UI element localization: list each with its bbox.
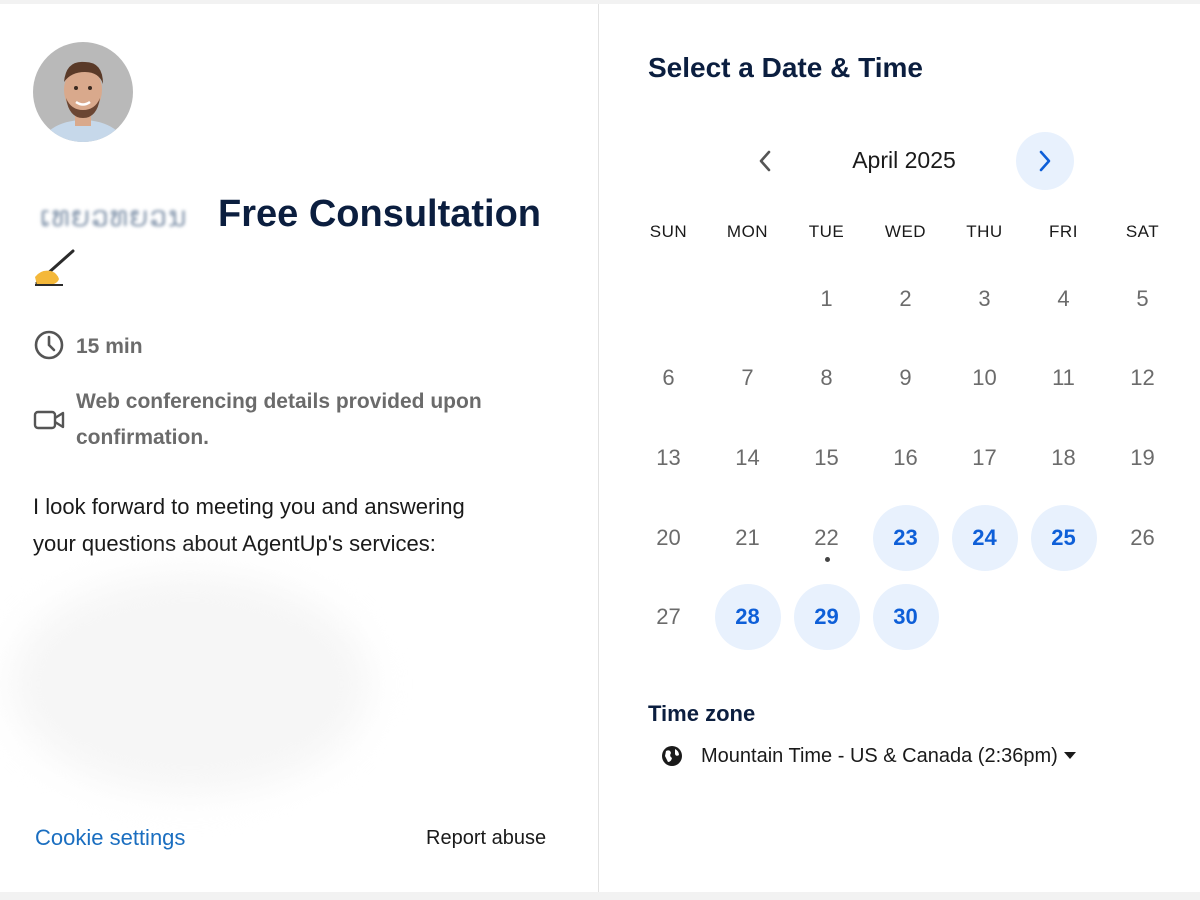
day-number: 8 [820,365,833,391]
calendar-cell [1103,418,1182,498]
event-info-panel [0,4,599,892]
event-title: Free Consultation [218,193,542,235]
day-14 [715,425,781,491]
calendar-cell [629,339,708,419]
calendar-cell [866,498,945,578]
calendar-cell [1024,339,1103,419]
month-label: April 2025 [852,147,956,173]
day-number: 15 [814,444,839,470]
report-abuse-link[interactable]: Report abuse [426,827,547,849]
day-number: 13 [656,444,681,470]
description-line1: I look forward to meeting you and answering [33,494,465,519]
month-navigation [749,132,1079,192]
video-camera-icon [33,404,65,436]
weekday-header: FRI [1049,222,1078,241]
day-number: 11 [1052,365,1075,391]
day-number: 22 [814,524,839,550]
day-number: 9 [899,365,912,391]
calendar-cell [866,339,945,419]
day-7 [715,345,781,411]
weekday-header: MON [726,222,769,241]
day-9 [873,345,939,411]
day-26 [1110,505,1176,571]
day-number: 21 [735,524,760,550]
calendar-cell [708,418,787,498]
location-text-line1: Web conferencing details provided upon [76,390,482,413]
caret-down-icon [1064,752,1076,760]
calendar-cell [629,418,708,498]
day-number: 25 [1051,524,1076,550]
blurred-content [10,574,370,794]
day-4 [1031,266,1097,332]
day-number: 10 [972,365,997,391]
calendar-cell [708,498,787,578]
day-17 [952,425,1018,491]
timezone-value: Mountain Time - US & Canada (2:36pm) [701,744,1058,767]
day-20 [636,505,702,571]
calendar-cell [708,339,787,419]
calendar-cell [866,259,945,339]
day-11 [1031,345,1097,411]
today-indicator [825,557,830,562]
day-number: 16 [893,444,918,470]
weekday-header: SAT [1125,222,1160,241]
owner-name-blurred: ເທຍວທຍວນ [40,201,188,232]
day-21 [715,505,781,571]
day-8 [794,345,860,411]
available-day-30[interactable] [873,584,939,650]
day-1 [794,266,860,332]
calendar-cell [1024,418,1103,498]
day-3 [952,266,1018,332]
day-number: 6 [662,365,675,391]
next-month-button[interactable] [1016,132,1074,190]
day-18 [1031,425,1097,491]
available-day-29[interactable] [794,584,860,650]
calendar-cell [866,577,945,657]
day-number: 7 [741,365,754,391]
calendar-cell [1103,259,1182,339]
day-number: 28 [735,604,760,630]
previous-month-button[interactable] [736,132,794,190]
day-number: 1 [820,285,833,311]
day-number: 18 [1051,444,1076,470]
day-15 [794,425,860,491]
calendar-cell [945,498,1024,578]
empty-cell [629,259,708,339]
calendar-cell [787,339,866,419]
calendar-cell [866,418,945,498]
booking-card [0,4,1200,892]
day-16 [873,425,939,491]
day-12 [1110,345,1176,411]
day-13 [636,425,702,491]
duration-row [33,329,143,365]
event-description [33,488,533,562]
available-day-24[interactable] [952,505,1018,571]
empty-cell [708,259,787,339]
day-number: 14 [735,444,760,470]
calendar-cell [945,259,1024,339]
calendar-cell [787,577,866,657]
day-number: 3 [978,285,991,311]
day-number: 29 [814,604,839,630]
day-number: 17 [972,444,997,470]
avatar [33,42,133,142]
calendar-cell [945,339,1024,419]
calendar-cell [1103,339,1182,419]
day-27 [636,584,702,650]
calendar-cell [945,418,1024,498]
day-number: 5 [1136,285,1149,311]
cookie-settings-link[interactable]: Cookie settings [35,825,186,850]
day-number: 19 [1130,444,1155,470]
day-number: 26 [1130,524,1155,550]
duration-text: 15 min [76,335,143,358]
chevron-left-icon [758,150,772,172]
available-day-28[interactable] [715,584,781,650]
available-day-23[interactable] [873,505,939,571]
timezone-label: Time zone [648,701,756,726]
location-row [33,384,482,456]
writing-hand-icon [33,247,79,287]
day-22 [794,505,860,571]
day-10 [952,345,1018,411]
day-19 [1110,425,1176,491]
calendar-cell [787,259,866,339]
calendar-cell [787,498,866,578]
weekday-header: THU [966,222,1003,241]
day-2 [873,266,939,332]
description-line2: your questions about AgentUp's services: [33,531,436,556]
day-number: 30 [893,604,918,630]
available-day-25[interactable] [1031,505,1097,571]
clock-icon [33,329,65,361]
day-number: 24 [972,524,997,550]
globe-icon [661,745,683,767]
calendar-cell [1024,259,1103,339]
day-6 [636,345,702,411]
calendar-grid [629,222,1182,657]
location-text-line2: confirmation. [76,426,210,449]
calendar-cell [708,577,787,657]
day-number: 20 [656,524,681,550]
calendar-cell [629,498,708,578]
day-number: 2 [899,285,912,311]
day-number: 4 [1057,285,1070,311]
calendar-cell [787,418,866,498]
picker-title: Select a Date & Time [648,52,923,83]
day-number: 27 [656,604,681,630]
day-number: 23 [893,524,918,550]
calendar-cell [1024,498,1103,578]
weekday-header: WED [884,222,927,241]
day-number: 12 [1130,365,1155,391]
timezone-select[interactable] [661,740,1076,772]
weekday-header: SUN [649,222,688,241]
calendar-cell [1103,498,1182,578]
date-time-picker [599,4,1200,892]
calendar-cell [629,577,708,657]
chevron-right-icon [1038,150,1052,172]
day-5 [1110,266,1176,332]
weekday-header: TUE [808,222,845,241]
